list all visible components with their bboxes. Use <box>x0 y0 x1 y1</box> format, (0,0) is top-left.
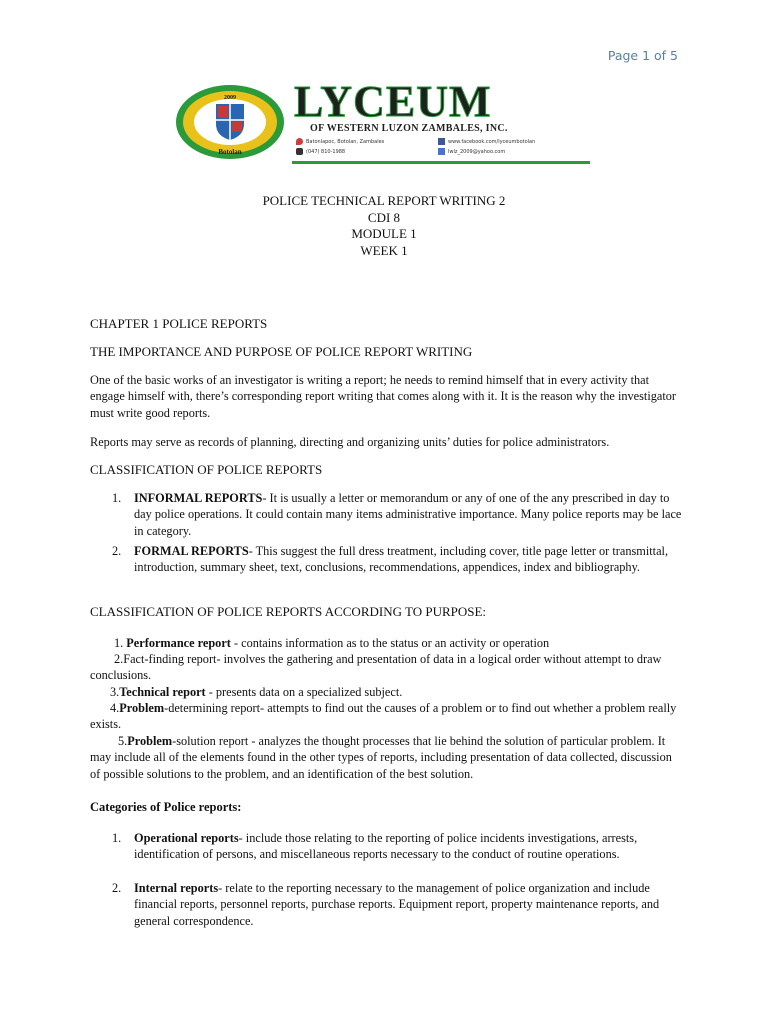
location-pin-icon <box>296 138 303 145</box>
email-line: lwlz_2009@yahoo.com <box>438 148 505 155</box>
section-heading-importance: THE IMPORTANCE AND PURPOSE OF POLICE REPORT WRITING <box>90 344 473 359</box>
header-divider <box>292 161 590 164</box>
list-item: 1. Operational reports- include those relating to the reporting of police incidents investigations, arrests, identification of persons, and miscellaneous reports necessary to the conduct of routine operations. <box>112 831 638 862</box>
phone-line: (047) 810-1988 <box>296 148 345 155</box>
mail-icon <box>438 148 445 155</box>
section-heading-purpose: CLASSIFICATION OF POLICE REPORTS ACCORDING TO PURPOSE: <box>90 604 487 619</box>
list-item: 2. Internal reports- relate to the reporting necessary to the management of police organization and include financial reports, personnel reports, purchase reports. Equipment report, property maintenance reports, and general correspondence. <box>112 881 660 928</box>
week-label: WEEK 1 <box>360 242 408 258</box>
list-item: 5.Problem-solution report - analyzes the thought processes that lie behind the solution of particular problem. It may include all of the elements found in the other types of reports, including presentation of data collected, discussion of possible solutions to the problem, and an identification of the best solution. <box>90 734 672 781</box>
list-item: 2.Fact-finding report- involves the gathering and presentation of data in a logical order without attempt to draw conclusions. <box>90 652 662 683</box>
page-number: Page 1 of 5 <box>607 48 678 63</box>
course-title: POLICE TECHNICAL REPORT WRITING 2 <box>262 193 506 208</box>
paragraph-intro: One of the basic works of an investigator is writing a report; he needs to remind himself that in every activity that engage himself with, there’s corresponding report writing that comes along with it. It is the reason why the investigator must write good reports. <box>90 373 677 420</box>
seal-place: Botolan <box>218 148 242 156</box>
chapter-title: CHAPTER 1 POLICE REPORTS <box>90 316 268 331</box>
list-item: 3.Technical report - presents data on a specialized subject. <box>110 685 403 699</box>
list-item: 2. FORMAL REPORTS- This suggest the full dress treatment, including cover, title page letter or transmittal, introduction, summary sheet, text, conclusions, recommendations, appendices, index and bibliography. <box>112 544 669 575</box>
section-heading-categories: Categories of Police reports: <box>90 800 242 814</box>
course-code: CDI 8 <box>367 209 401 225</box>
module-title-block <box>0 193 768 259</box>
section-heading-classification: CLASSIFICATION OF POLICE REPORTS <box>90 462 323 477</box>
brand-block <box>290 77 590 155</box>
paragraph-records: Reports may serve as records of planning, directing and organizing units’ duties for police administrators. <box>90 435 610 449</box>
list-item: 1. INFORMAL REPORTS- It is usually a letter or memorandum or any of one of the any prescribed in day to day police operations. It could contain many items administrative importance. Many police reports may be lace in category. <box>112 491 682 538</box>
letterhead <box>174 77 590 164</box>
school-seal-icon <box>174 84 286 160</box>
phone-icon <box>296 148 303 155</box>
list-item: 4.Problem-determining report- attempts to find out the causes of a problem or to find out whether a problem really exists. <box>90 701 677 732</box>
list-item: 1. Performance report - contains information as to the status or an activity or operation <box>114 636 550 650</box>
facebook-icon <box>438 138 445 145</box>
brand-subtitle: OF WESTERN LUZON ZAMBALES, INC. <box>310 123 508 134</box>
facebook-line: www.facebook.com/lyceumbotolan <box>438 138 535 145</box>
address-line: Batonlapoc, Botolan, Zambales <box>296 138 384 145</box>
seal-year: 2009 <box>224 95 236 101</box>
brand-name: LYCEUM <box>294 77 492 126</box>
module-label: MODULE 1 <box>351 226 417 241</box>
